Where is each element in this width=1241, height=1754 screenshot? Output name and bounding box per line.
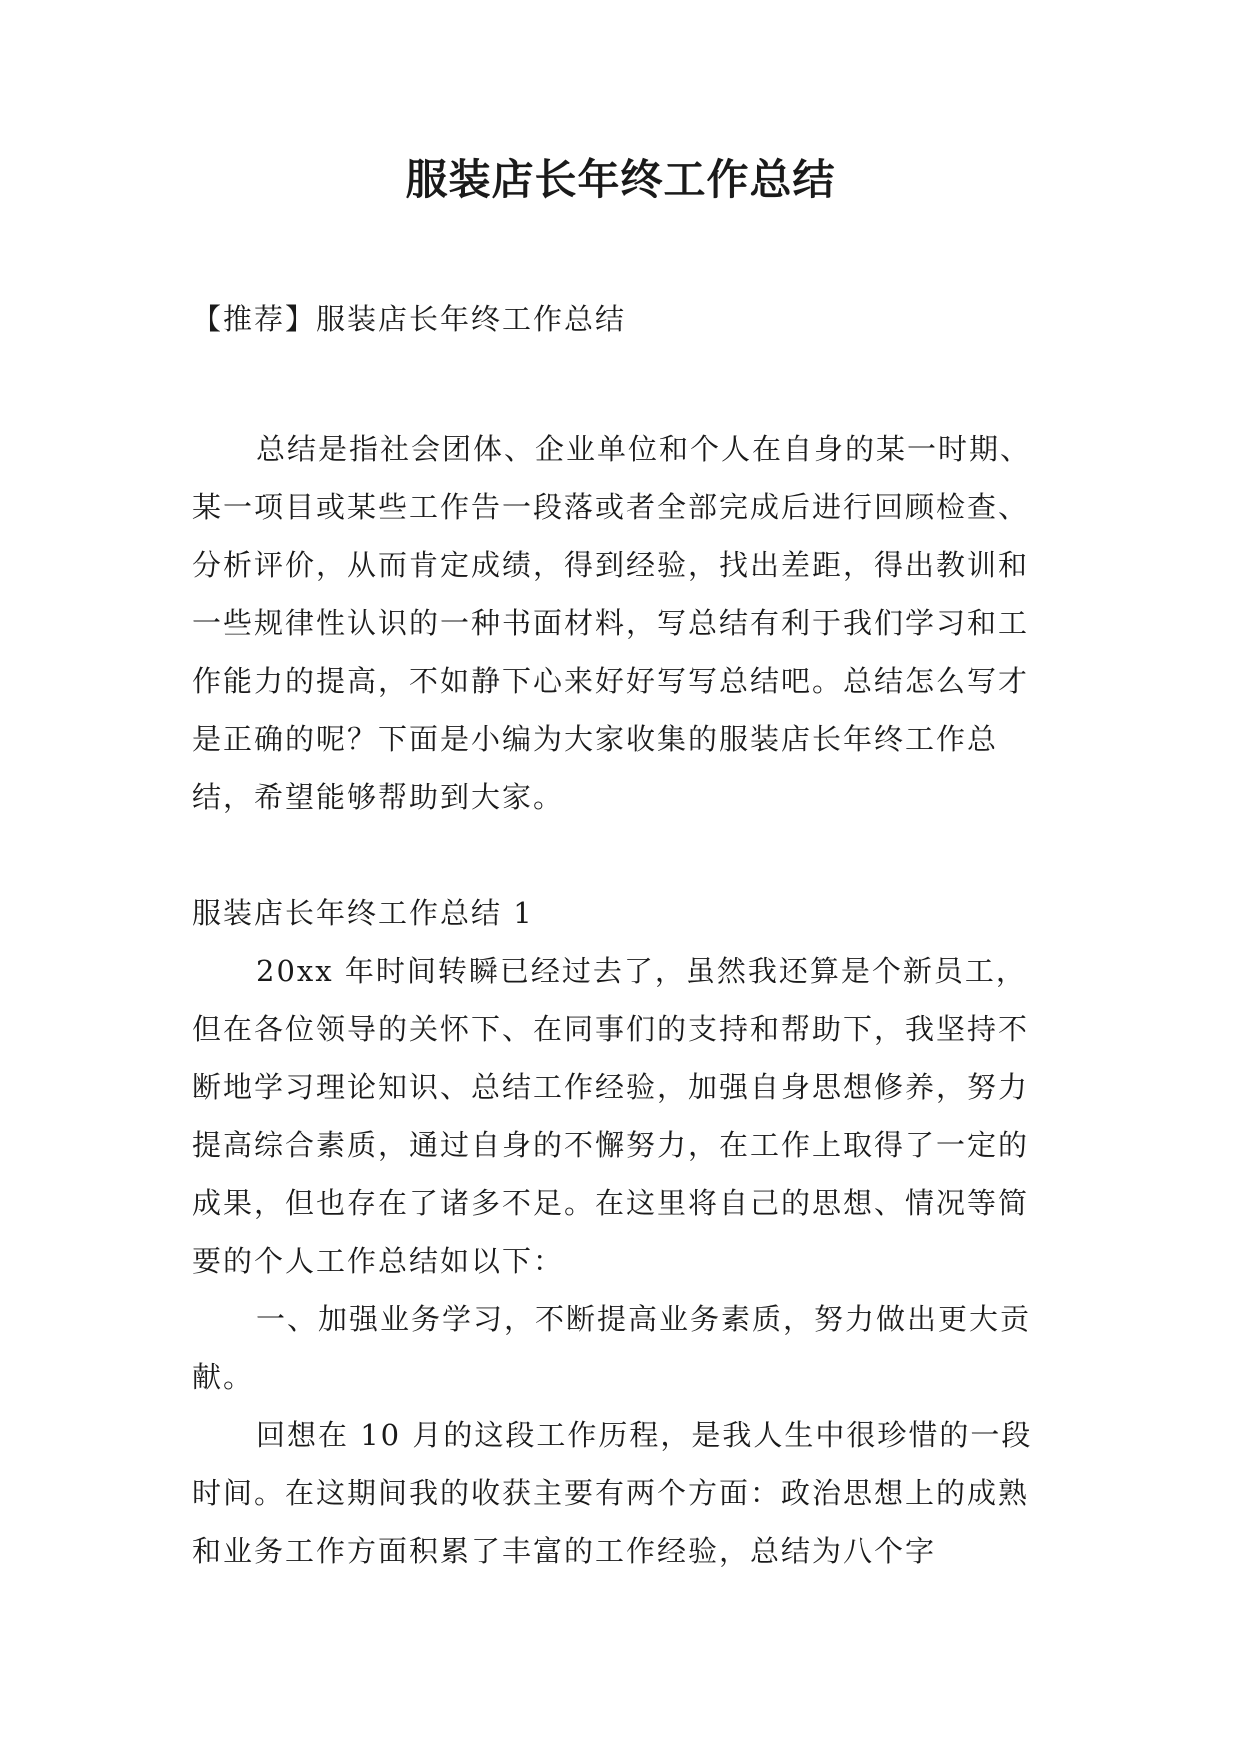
- body-paragraph-3: 回想在 10 月的这段工作历程，是我人生中很珍惜的一段时间。在这期间我的收获主要有两个方面：政治思想上的成熟和业务工作方面积累了丰富的工作经验，总结为八个字: [192, 1418, 1033, 1568]
- document-title: 服装店长年终工作总结: [405, 155, 836, 204]
- recommend-line: 【推荐】服装店长年终工作总结: [192, 302, 627, 336]
- intro-paragraph: 总结是指社会团体、企业单位和个人在自身的某一时期、某一项目或某些工作告一段落或者全部完成后进行回顾检查、分析评价，从而肯定成绩，得到经验，找出差距，得出教训和一些规律性认识的一种书面材料，写总结有利于我们学习和工作能力的提高，不如静下心来好好写写总结吧。总结怎么写才是正确的呢？下面是小编为大家收集的服装店长年终工作总结，希望能够帮助到大家。: [192, 432, 1032, 814]
- body-paragraph-2: 一、加强业务学习，不断提高业务素质，努力做出更大贡献。: [192, 1302, 1032, 1394]
- body-paragraph-1: 20xx 年时间转瞬已经过去了，虽然我还算是个新员工，但在各位领导的关怀下、在同事们的支持和帮助下，我坚持不断地学习理论知识、总结工作经验，加强自身思想修养，努力提高综合素质，通过自身的不懈努力，在工作上取得了一定的成果，但也存在了诸多不足。在这里将自己的思想、情况等简要的个人工作总结如以下：: [192, 954, 1030, 1278]
- section-heading: 服装店长年终工作总结 1: [192, 896, 534, 930]
- document-body: [192, 290, 1052, 1580]
